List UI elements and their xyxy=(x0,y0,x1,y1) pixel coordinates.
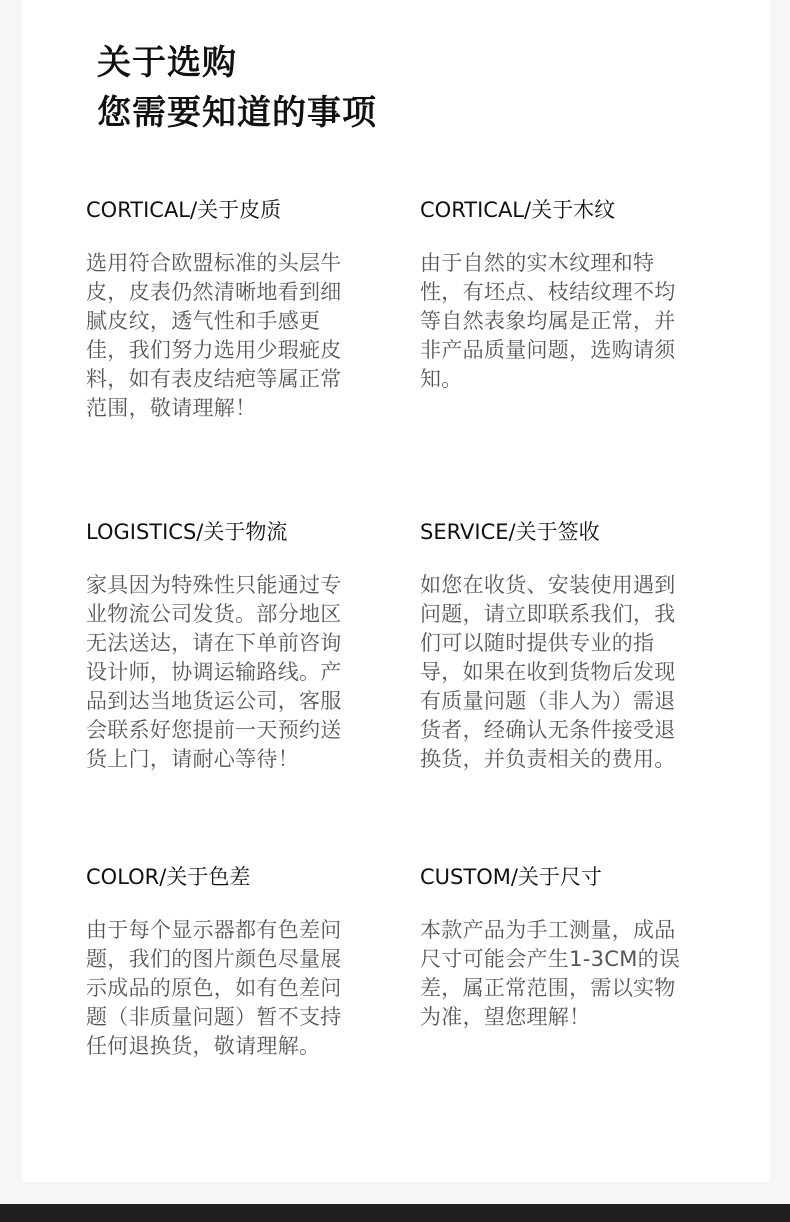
section-color xyxy=(86,864,386,1061)
section-body xyxy=(420,571,720,774)
section-heading: LOGISTICS/关于物流 xyxy=(86,520,288,544)
body-line: 由于每个显示器都有色差问 xyxy=(86,918,342,942)
body-line: 有质量问题（非人为）需退 xyxy=(420,689,676,713)
body-line: 导，如果在收到货物后发现 xyxy=(420,660,676,684)
body-line: 无法送达，请在下单前咨询 xyxy=(86,631,342,655)
section-body xyxy=(420,249,720,394)
section-heading: CORTICAL/关于皮质 xyxy=(86,198,282,222)
body-line: 性，有坯点、枝结纹理不均 xyxy=(420,280,676,304)
section-leather xyxy=(86,197,386,423)
body-line: 会联系好您提前一天预约送 xyxy=(86,718,342,742)
section-heading: CORTICAL/关于木纹 xyxy=(420,198,616,222)
body-line: 设计师，协调运输路线。产 xyxy=(86,660,342,684)
body-line: 们可以随时提供专业的指 xyxy=(420,631,655,655)
section-service xyxy=(420,519,720,774)
body-line: 业物流公司发货。部分地区 xyxy=(86,602,342,626)
body-line: 料，如有表皮结疤等属正常 xyxy=(86,367,342,391)
body-line: 佳，我们努力选用少瑕疵皮 xyxy=(86,338,342,362)
section-heading: SERVICE/关于签收 xyxy=(420,520,600,544)
body-line: 为准，望您理解！ xyxy=(420,1005,591,1029)
body-line: 货上门，请耐心等待！ xyxy=(86,747,299,771)
body-line: 家具因为特殊性只能通过专 xyxy=(86,573,342,597)
page-title xyxy=(97,38,377,138)
section-body xyxy=(86,916,386,1061)
body-line: 换货，并负责相关的费用。 xyxy=(420,747,676,771)
body-line: 问题，请立即联系我们，我 xyxy=(420,602,676,626)
section-wood-grain xyxy=(420,197,720,394)
section-heading: COLOR/关于色差 xyxy=(86,865,251,889)
section-heading: CUSTOM/关于尺寸 xyxy=(420,865,602,889)
body-line: 范围，敬请理解！ xyxy=(86,396,257,420)
body-line: 皮，皮表仍然清晰地看到细 xyxy=(86,280,342,304)
body-line: 本款产品为手工测量，成品 xyxy=(420,918,676,942)
body-line: 腻皮纹，透气性和手感更 xyxy=(86,309,321,333)
body-line: 示成品的原色，如有色差问 xyxy=(86,976,342,1000)
bottom-bar xyxy=(0,1204,790,1222)
body-line: 由于自然的实木纹理和特 xyxy=(420,251,655,275)
body-line: 尺寸可能会产生1-3CM的误 xyxy=(420,947,681,971)
body-line: 差，属正常范围，需以实物 xyxy=(420,976,676,1000)
section-custom-size xyxy=(420,864,720,1032)
body-line: 选用符合欧盟标准的头层牛 xyxy=(86,251,342,275)
body-line: 非产品质量问题，选购请须 xyxy=(420,338,676,362)
body-line: 题（非质量问题）暂不支持 xyxy=(86,1005,342,1029)
section-logistics xyxy=(86,519,386,774)
body-line: 货者，经确认无条件接受退 xyxy=(420,718,676,742)
body-line: 如您在收货、安装使用遇到 xyxy=(420,573,676,597)
page-title-line-1: 关于选购 xyxy=(97,43,237,83)
page-title-line-2: 您需要知道的事项 xyxy=(97,93,377,133)
body-line: 品到达当地货运公司，客服 xyxy=(86,689,342,713)
section-body xyxy=(420,916,720,1032)
body-line: 任何退换货，敬请理解。 xyxy=(86,1034,321,1058)
section-body xyxy=(86,571,386,774)
section-body xyxy=(86,249,386,423)
body-line: 知。 xyxy=(420,367,463,391)
body-line: 题，我们的图片颜色尽量展 xyxy=(86,947,342,971)
body-line: 等自然表象均属是正常，并 xyxy=(420,309,676,333)
